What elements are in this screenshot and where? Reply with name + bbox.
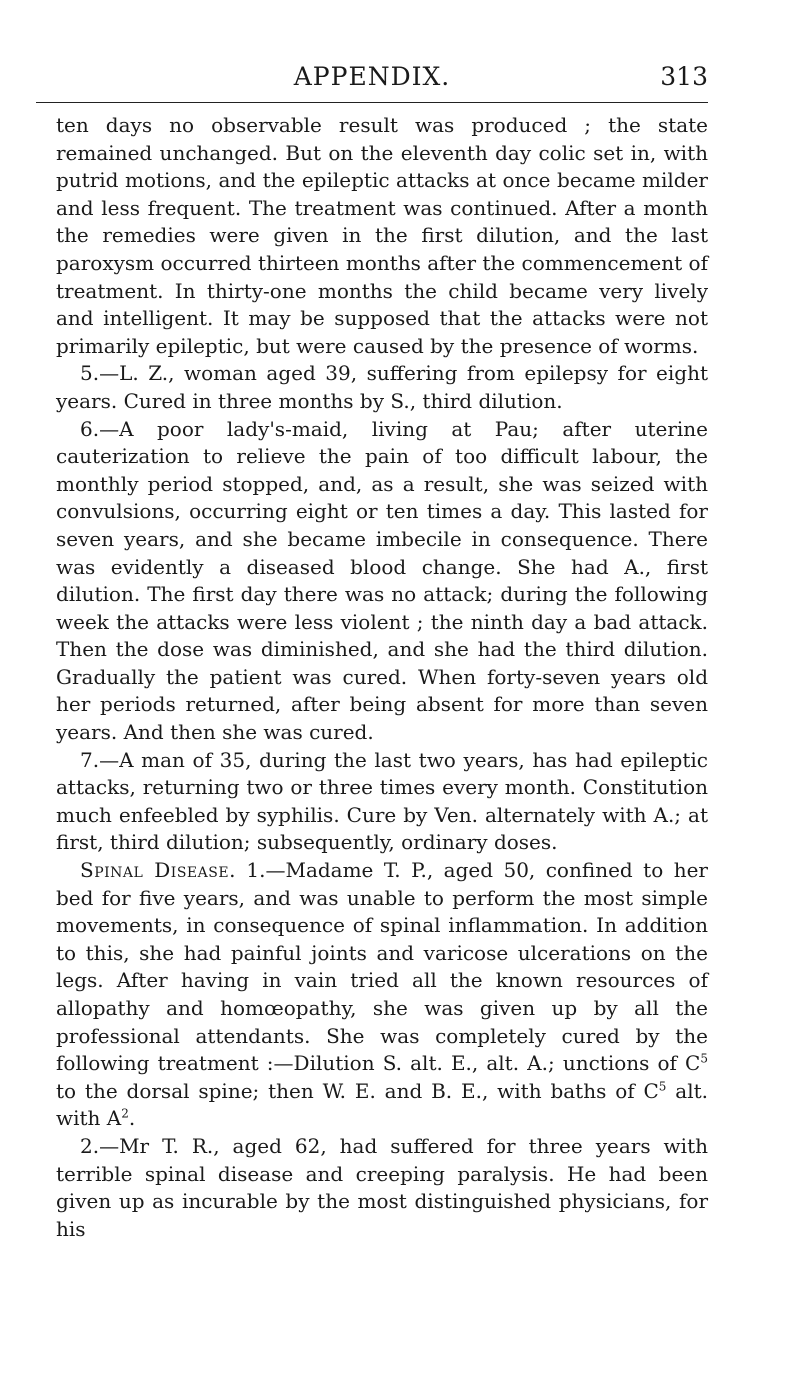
paragraph-text: 1.—Madame T. P., aged 50, confined to her bed for five years, and was unable to perform the most simple movements, in consequence of spinal inflammation. In addition to this, she had painful joints and varicose ulcerations on the legs. After having in vain tried all the known resources of allopathy and homœopathy, she was given up by all the professional attendants. She was completely cured by the following treatment :—Dilution S. alt. E., alt. A.; unctions of C [56,858,708,1076]
paragraph-case-6: 6.—A poor lady's-maid, living at Pau; after uterine cauterization to relieve the pain of too difficult labour, the monthly period stopped, and, as a result, she was seized with convulsions, occurring eight or ten times a day. This lasted for seven years, and she became imbecile in consequence. There was evidently a diseased blood change. She had A., first dilution. The first day there was no attack; during the following week the attacks were less violent ; the ninth day a bad attack. Then the dose was diminished, and she had the third dilution. Gradually the patient was cured. When forty-seven years old her periods returned, after being absent for more than seven years. And then she was cured. [56,416,708,745]
header-rule [36,102,708,103]
paragraph-case-7: 7.—A man of 35, during the last two years, has had epileptic attacks, returning two or three times every month. Constitution much enfeebled by syphilis. Cure by Ven. alternately with A.; at first, third dilution; subsequently, ordinary doses. [56,747,708,855]
paragraph-spinal-disease-2: 2.—Mr T. R., aged 62, had suffered for three years with terrible spinal disease and creeping paralysis. He had been given up as incurable by the most distinguished physicians, for his [56,1133,708,1241]
running-head: APPENDIX. [293,62,451,91]
paragraph-case-5: 5.—L. Z., woman aged 39, suffering from epilepsy for eight years. Cured in three months by S., third dilution. [56,361,708,413]
body-text [56,112,708,1243]
paragraph-text: to the dorsal spine; then W. E. and B. E., with baths of C [56,1078,659,1103]
superscript: 2 [121,1106,129,1121]
paragraph-continuation: ten days no observable result was produced ; the state remained unchanged. But on the eleventh day colic set in, with putrid motions, and the epileptic attacks at once became milder and less frequent. The treatment was continued. After a month the remedies were given in the first dilution, and the last paroxysm occurred thirteen months after the commencement of treatment. In thirty-one months the child became very lively and intelligent. It may be supposed that the attacks were not primarily epileptic, but were caused by the presence of worms. [56,113,708,358]
page-header [36,62,708,100]
superscript: 5 [700,1051,708,1066]
paragraph-spinal-disease-1 [56,857,708,1133]
page-number: 313 [660,62,708,91]
paragraph-text: . [128,1106,136,1131]
superscript: 5 [658,1079,667,1094]
section-heading-spinal-disease: Spinal Disease. [80,858,236,883]
paragraph-text: alt. with A [56,1078,708,1131]
